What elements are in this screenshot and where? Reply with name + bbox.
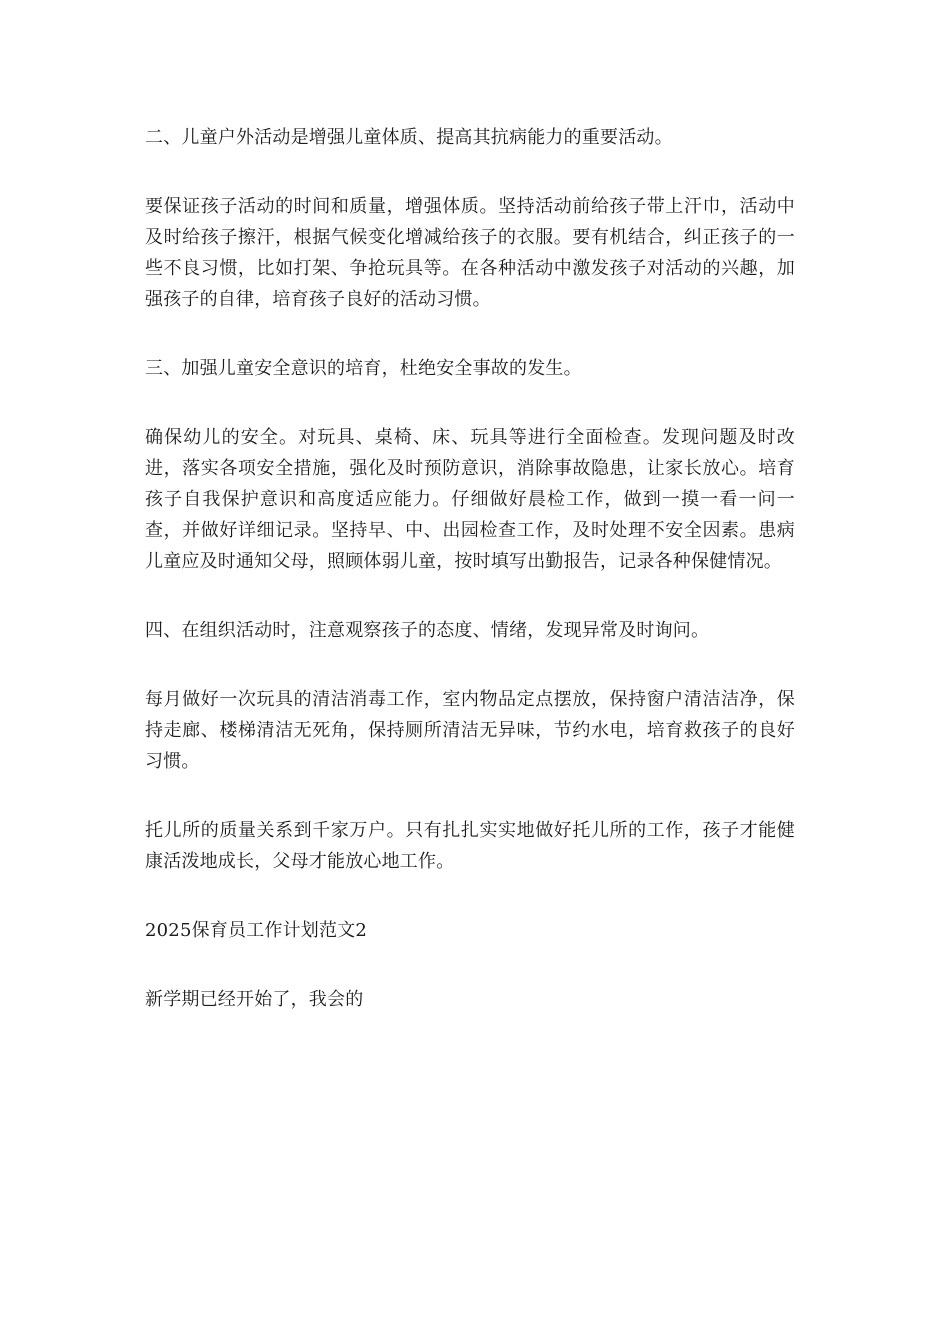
section-heading-4: 四、在组织活动时，注意观察孩子的态度、情绪，发现异常及时询问。: [145, 620, 710, 641]
body-paragraph: 要保证孩子活动的时间和质量，增强体质。坚持活动前给孩子带上汗巾，活动中及时给孩子擦汗，根据气候变化增减给孩子的衣服。要有机结合，纠正孩子的一些不良习惯，比如打架、争抢玩具等。在各种活动中激发孩子对活动的兴趣，加强孩子的自律，培育孩子良好的活动习惯。: [145, 196, 795, 310]
document-body: [145, 122, 795, 1015]
body-paragraph: 确保幼儿的安全。对玩具、桌椅、床、玩具等进行全面检查。发现问题及时改进，落实各项安全措施，强化及时预防意识，消除事故隐患，让家长放心。培育孩子自我保护意识和高度适应能力。仔细做好晨检工作，做到一摸一看一问一查，并做好详细记录。坚持早、中、出园检查工作，及时处理不安全因素。患病儿童应及时通知父母，照顾体弱儿童，按时填写出勤报告，记录各种保健情况。: [145, 427, 795, 572]
section-heading-2: 二、儿童户外活动是增强儿童体质、提高其抗病能力的重要活动。: [145, 127, 673, 148]
body-paragraph: 每月做好一次玩具的清洁消毒工作，室内物品定点摆放，保持窗户清洁洁净，保持走廊、楼梯清洁无死角，保持厕所清洁无异味，节约水电，培育救孩子的良好习惯。: [145, 689, 795, 772]
section-heading-3: 三、加强儿童安全意识的培育，杜绝安全事故的发生。: [145, 358, 582, 379]
document-subtitle: 2025保育员工作计划范文2: [145, 920, 368, 941]
body-paragraph: 新学期已经开始了，我会的: [145, 989, 364, 1010]
body-paragraph: 托儿所的质量关系到千家万户。只有扎扎实实地做好托儿所的工作，孩子才能健康活泼地成长，父母才能放心地工作。: [145, 820, 795, 872]
